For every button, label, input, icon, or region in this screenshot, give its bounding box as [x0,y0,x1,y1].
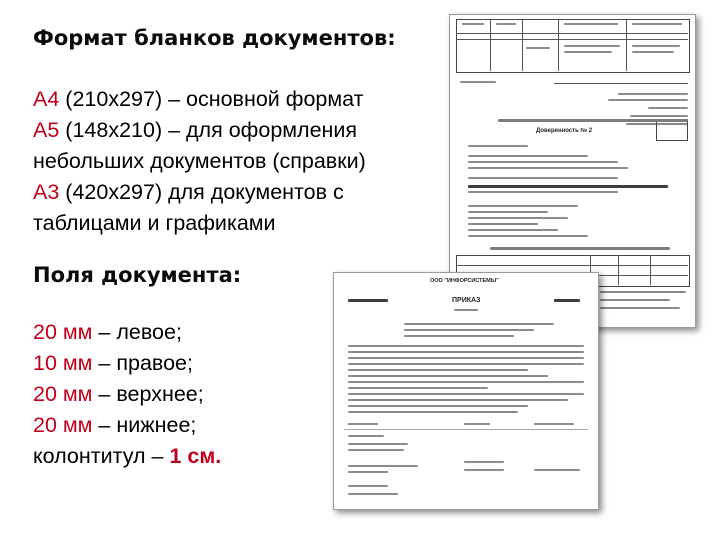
margin-label: – верхнее; [92,382,204,406]
margins-list [33,317,221,472]
margin-value: 20 мм [33,413,93,437]
margin-value: 20 мм [33,382,93,406]
thumbnail-a5-type: ПРИКАЗ [452,297,481,304]
format-a4-line [33,84,428,115]
margin-label: – правое; [92,351,193,375]
margin-left-line [33,317,221,348]
margin-top-line [33,379,221,410]
margin-value: 1 см. [169,444,222,468]
thumbnail-a4-title: Доверенность № 2 [536,128,593,134]
format-a5-line [33,115,428,146]
format-a3-line [33,177,428,208]
formats-title: Формат бланков документов: [33,26,396,50]
thumbnail-a5-org: ООО "ИНФОРСИСТЕМЫ" [430,278,499,284]
margin-label: – левое; [92,320,182,344]
margin-value: 20 мм [33,320,93,344]
format-code: А5 [33,118,60,142]
margin-label: – нижнее; [92,413,197,437]
margin-value: 10 мм [33,351,93,375]
format-description: (148х210) – для оформления [59,118,358,142]
format-description: таблицами и графиками [33,211,276,235]
format-a3-continuation [33,208,428,239]
margin-bottom-line [33,410,221,441]
formats-list [33,84,428,239]
format-code: А4 [33,87,60,111]
margins-title: Поля документа: [33,263,242,287]
a5-document-thumbnail [333,272,599,510]
margin-right-line [33,348,221,379]
format-description: (420х297) для документов с [59,180,344,204]
margin-label: колонтитул – [33,444,170,468]
format-description: (210х297) – основной формат [59,87,364,111]
header-footer-line [33,441,221,472]
format-description: небольших документов (справки) [33,149,366,173]
format-a5-continuation [33,146,428,177]
format-code: А3 [33,180,60,204]
